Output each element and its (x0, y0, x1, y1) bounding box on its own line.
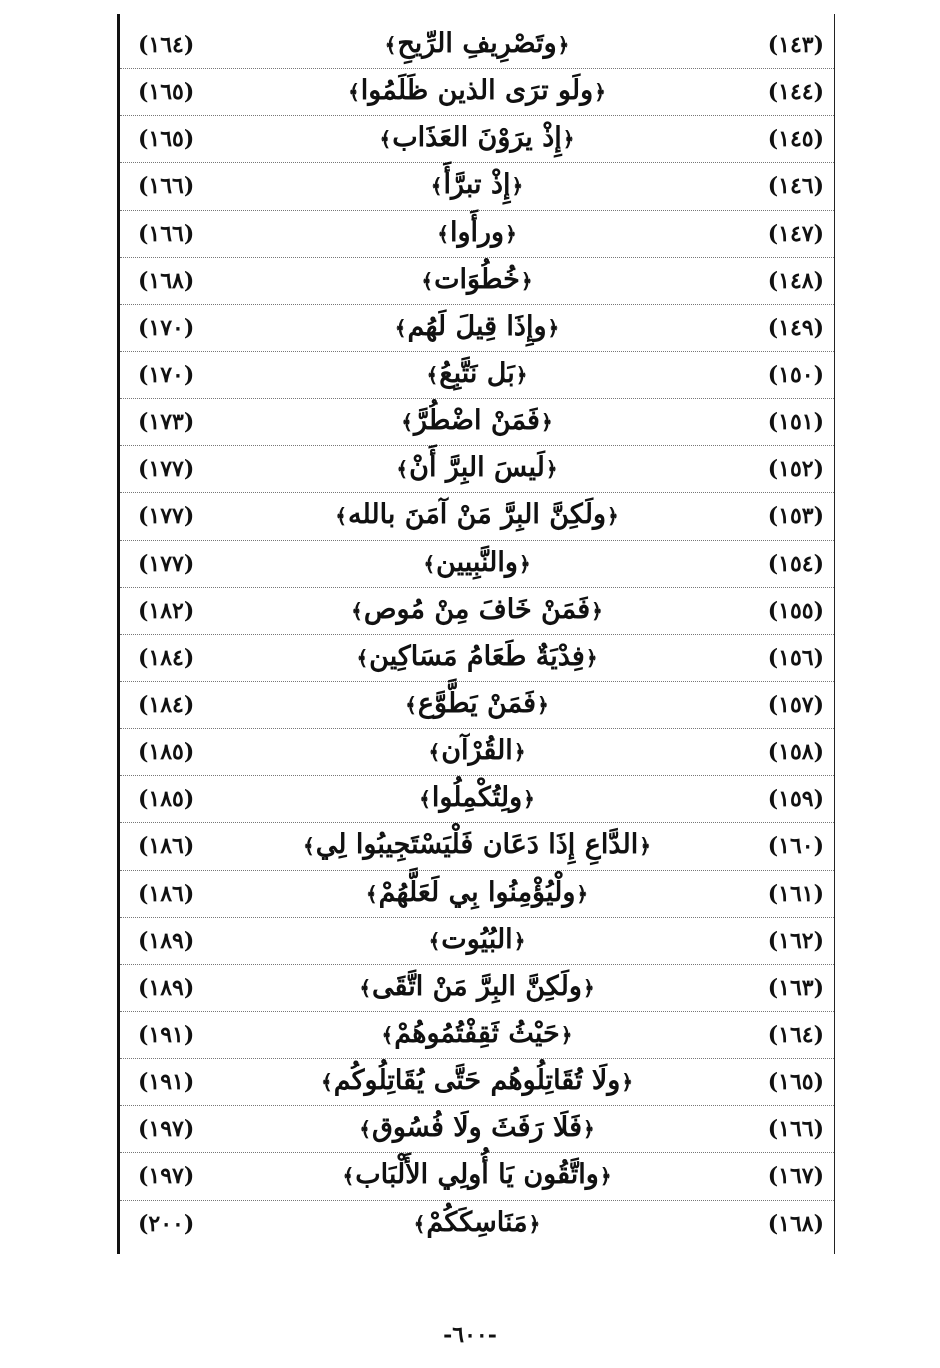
table-row (120, 918, 834, 965)
page-reference: (١٨٩) (138, 927, 195, 954)
page-reference: (١٦٥) (138, 79, 195, 106)
page-reference: (١٨٥) (138, 739, 195, 766)
ornate-bracket-close: ﴾ (335, 504, 347, 529)
verse-index: (١٥٠) (767, 361, 824, 388)
page-reference: (١٩١) (138, 1021, 195, 1048)
verse-text (120, 924, 834, 955)
verse-words: فَمَنْ اضْطُرَّ (414, 405, 540, 437)
verse-text (120, 782, 834, 813)
verse-index: (١٤٧) (767, 220, 824, 247)
verse-text (120, 499, 834, 530)
verse-words: البُيُوت (441, 923, 513, 955)
ornate-bracket-open: ﴿ (545, 457, 558, 482)
ornate-bracket-open: ﴿ (562, 127, 575, 152)
ornate-bracket-close: ﴾ (413, 1211, 426, 1236)
ornate-bracket-open: ﴿ (594, 80, 606, 105)
verse-words: فَلَا رَفَثَ ولَا فُسُوق (371, 1112, 582, 1144)
ornate-bracket-open: ﴿ (547, 315, 560, 340)
verse-text (120, 594, 834, 625)
verse-text (120, 829, 834, 860)
verse-words: ولْيُؤْمِنُوا بِي لَعَلَّهُمْ (378, 876, 576, 908)
verse-text (120, 1159, 834, 1190)
page-reference: (١٦٨) (138, 267, 195, 294)
ornate-bracket-open: ﴿ (557, 33, 570, 57)
page-reference: (١٧٠) (138, 314, 195, 341)
ornate-bracket-open: ﴿ (537, 692, 549, 717)
verse-words: ولَو ترَى الذين ظَلَمُوا (360, 75, 594, 107)
verse-text (120, 358, 834, 389)
verse-words: إِذْ يرَوْنَ العَذَاب (392, 122, 562, 154)
page-reference: (١٧٣) (138, 409, 195, 436)
verse-words: والنَّبِيين (436, 546, 518, 578)
table-row (120, 352, 834, 399)
table-row (120, 541, 834, 588)
verse-text (120, 452, 834, 483)
verse-index: (١٤٦) (767, 173, 824, 200)
page-reference: (١٦٦) (138, 220, 195, 247)
ornate-bracket-open: ﴿ (511, 174, 524, 199)
verse-index: (١٤٨) (767, 267, 824, 294)
verse-text (120, 311, 834, 342)
verse-text (120, 1112, 834, 1143)
ornate-bracket-open: ﴿ (515, 362, 528, 387)
verse-text (120, 688, 834, 719)
ornate-bracket-close: ﴾ (428, 740, 441, 765)
ornate-bracket-close: ﴾ (303, 834, 315, 859)
table-row (120, 116, 834, 163)
table-row (120, 493, 834, 540)
verse-index: (١٤٩) (767, 314, 824, 341)
ornate-bracket-close: ﴾ (351, 598, 363, 623)
ornate-bracket-open: ﴿ (513, 740, 526, 765)
ornate-bracket-close: ﴾ (342, 1164, 355, 1189)
ornate-bracket-close: ﴾ (421, 268, 434, 293)
table-row (120, 729, 834, 776)
verse-index: (١٥٥) (767, 597, 824, 624)
verse-index: (١٦٣) (767, 974, 824, 1001)
verse-index: (١٥٩) (767, 786, 824, 813)
page-reference: (١٨٦) (138, 833, 195, 860)
table-row (120, 258, 834, 305)
ornate-bracket-close: ﴾ (320, 1070, 333, 1095)
page-reference: (١٧٠) (138, 361, 195, 388)
ornate-bracket-open: ﴿ (621, 1070, 634, 1095)
page-reference: (١٧٧) (138, 456, 195, 483)
verse-words: ولَكِنَّ البِرَّ مَنْ اتَّقَى (372, 970, 582, 1002)
ornate-bracket-close: ﴾ (405, 692, 417, 717)
ornate-bracket-close: ﴾ (401, 410, 414, 435)
verse-index: (١٤٤) (767, 79, 824, 106)
ornate-bracket-open: ﴿ (591, 598, 603, 623)
page-reference: (١٧٧) (138, 503, 195, 530)
verse-words: وإِذَا قِيلَ لَهُم (407, 310, 547, 342)
ornate-bracket-close: ﴾ (394, 315, 407, 340)
verse-words: واتَّقُون يَا أُولِي الأَلْبَاب (355, 1159, 599, 1191)
page-reference: (١٩٧) (138, 1163, 195, 1190)
ornate-bracket-close: ﴾ (348, 80, 360, 105)
table-row (120, 682, 834, 729)
verse-text (120, 217, 834, 248)
ornate-bracket-close: ﴾ (396, 457, 409, 482)
table-row (120, 399, 834, 446)
table-row (120, 635, 834, 682)
table-row (120, 965, 834, 1012)
table-row (120, 588, 834, 635)
verse-text (120, 405, 834, 436)
index-rows (120, 22, 834, 1248)
verse-words: إِذْ تبرَّأَ (443, 169, 511, 201)
ornate-bracket-close: ﴾ (365, 881, 378, 906)
verse-index: (١٦٨) (767, 1210, 824, 1237)
ornate-bracket-open: ﴿ (528, 1211, 541, 1236)
verse-index: (١٦٢) (767, 927, 824, 954)
page-reference: (١٨٤) (138, 644, 195, 671)
page-reference: (١٨٢) (138, 597, 195, 624)
table-row (120, 305, 834, 352)
verse-words: مَنَاسِكَكُمْ (426, 1206, 528, 1238)
ornate-bracket-close: ﴾ (384, 33, 397, 57)
table-row (120, 211, 834, 258)
page-reference: (١٦٥) (138, 126, 195, 153)
verse-text (120, 877, 834, 908)
verse-text (120, 122, 834, 153)
verse-index: (١٤٣) (767, 32, 824, 58)
table-row (120, 871, 834, 918)
table-row (120, 1106, 834, 1153)
page-reference: (١٩٧) (138, 1116, 195, 1143)
verse-text (120, 1207, 834, 1238)
verse-index: (١٥٧) (767, 691, 824, 718)
ornate-bracket-close: ﴾ (426, 362, 439, 387)
verse-words: ولِتُكْمِلُوا (431, 782, 523, 814)
verse-index: (١٤٥) (767, 126, 824, 153)
verse-words: فِدْيَةٌ طَعَامُ مَسَاكِين (369, 640, 585, 672)
ornate-bracket-open: ﴿ (518, 551, 531, 576)
verse-index: (١٥١) (767, 409, 824, 436)
verse-words: فَمَنْ خَافَ مِنْ مُوص (363, 593, 591, 625)
ornate-bracket-close: ﴾ (437, 221, 449, 246)
verse-index: (١٥٤) (767, 550, 824, 577)
verse-index: (١٥٨) (767, 739, 824, 766)
verse-index: (١٦٤) (767, 1021, 824, 1048)
ornate-bracket-close: ﴾ (430, 174, 443, 199)
ornate-bracket-close: ﴾ (423, 551, 436, 576)
verse-text (120, 547, 834, 578)
page-reference: (١٧٧) (138, 550, 195, 577)
page-reference: (١٨٦) (138, 880, 195, 907)
verse-index: (١٦٥) (767, 1069, 824, 1096)
verse-words: الدَّاعِ إِذَا دَعَان فَلْيَسْتَجِيبُوا لِي (315, 829, 639, 861)
ornate-bracket-open: ﴿ (576, 881, 589, 906)
ornate-bracket-close: ﴾ (359, 975, 372, 1000)
ornate-bracket-open: ﴿ (560, 1022, 573, 1047)
verse-words: خُطُوَات (434, 263, 520, 295)
verse-text (120, 971, 834, 1002)
page-reference: (١٨٩) (138, 974, 195, 1001)
table-row (120, 1012, 834, 1059)
verse-index: (١٦٠) (767, 833, 824, 860)
verse-index: (١٥٦) (767, 644, 824, 671)
ornate-bracket-close: ﴾ (428, 928, 441, 953)
verse-index: (١٥٢) (767, 456, 824, 483)
verse-words: فَمَنْ يَطَّوَّع (417, 687, 537, 719)
page-reference: (١٩١) (138, 1069, 195, 1096)
verse-index: (١٥٣) (767, 503, 824, 530)
ornate-bracket-close: ﴾ (356, 645, 369, 670)
verse-words: حَيْثُ ثَقِفْتُمُوهُمْ (394, 1017, 560, 1049)
verse-text (120, 1065, 834, 1096)
verse-text (120, 75, 834, 106)
verse-words: ولَا تُقَاتِلُوهُم حَتَّى يُقَاتِلُوكُم (333, 1065, 621, 1097)
index-table (117, 14, 835, 1254)
ornate-bracket-open: ﴿ (520, 268, 533, 293)
table-row (120, 446, 834, 493)
table-row (120, 69, 834, 116)
table-row (120, 163, 834, 210)
verse-text (120, 641, 834, 672)
ornate-bracket-open: ﴿ (639, 834, 651, 859)
ornate-bracket-open: ﴿ (582, 975, 595, 1000)
verse-text (120, 169, 834, 200)
ornate-bracket-open: ﴿ (585, 645, 598, 670)
page-reference: (١٨٥) (138, 786, 195, 813)
verse-text (120, 1018, 834, 1049)
ornate-bracket-close: ﴾ (379, 127, 392, 152)
verse-words: ورأَوا (449, 216, 505, 248)
ornate-bracket-open: ﴿ (513, 928, 526, 953)
verse-words: القُرْآن (441, 735, 513, 767)
verse-text (120, 28, 834, 59)
page-reference: (١٦٦) (138, 173, 195, 200)
verse-words: ولَكِنَّ البِرَّ مَنْ آمَنَ بالله (347, 499, 607, 531)
page-reference: (١٦٤) (138, 32, 195, 58)
verse-words: لَيسَ البِرَّ أَنْ (409, 452, 545, 484)
verse-text (120, 735, 834, 766)
table-row (120, 1201, 834, 1248)
ornate-bracket-open: ﴿ (505, 221, 517, 246)
verse-index: (١٦١) (767, 880, 824, 907)
ornate-bracket-open: ﴿ (607, 504, 619, 529)
ornate-bracket-open: ﴿ (583, 1117, 595, 1142)
verse-index: (١٦٦) (767, 1116, 824, 1143)
verse-text (120, 264, 834, 295)
ornate-bracket-open: ﴿ (599, 1164, 612, 1189)
ornate-bracket-close: ﴾ (381, 1022, 394, 1047)
table-row (120, 22, 834, 69)
ornate-bracket-open: ﴿ (540, 410, 553, 435)
table-row (120, 823, 834, 870)
ornate-bracket-close: ﴾ (419, 787, 431, 812)
table-row (120, 1059, 834, 1106)
verse-words: وتَصْرِيفِ الرِّيحِ (397, 28, 557, 59)
ornate-bracket-close: ﴾ (359, 1117, 371, 1142)
page-number: -٦٠٠- (443, 1322, 497, 1348)
page-reference: (١٨٤) (138, 691, 195, 718)
page-reference: (٢٠٠) (138, 1210, 195, 1237)
verse-index: (١٦٧) (767, 1163, 824, 1190)
table-row (120, 1153, 834, 1200)
table-row (120, 776, 834, 823)
ornate-bracket-open: ﴿ (523, 787, 535, 812)
verse-words: بَل نَتَّبِعُ (439, 357, 515, 389)
